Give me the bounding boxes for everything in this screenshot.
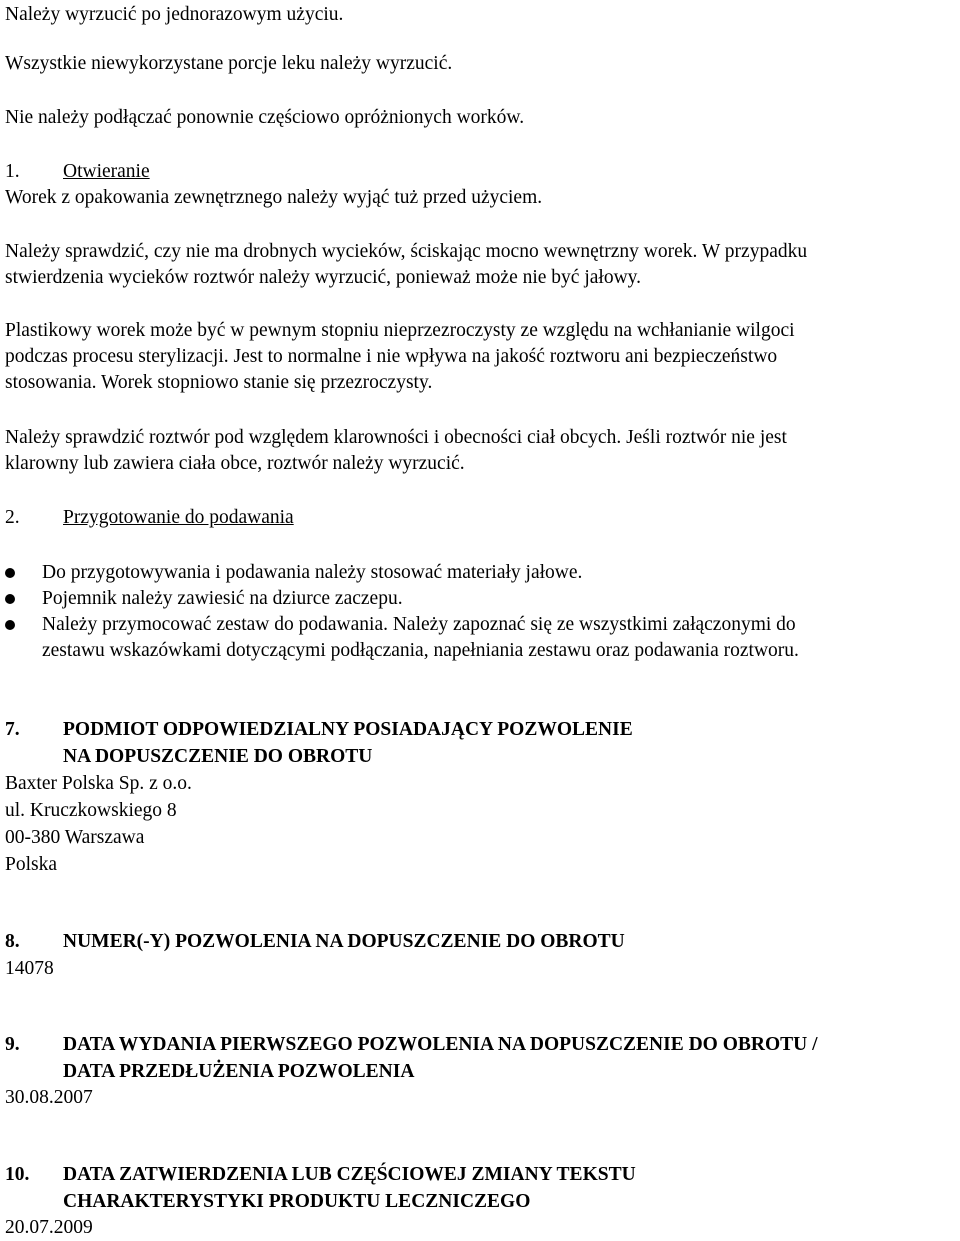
section-1-paragraph-4-line-1: Należy sprawdzić roztwór pod względem klarowności i obecności ciał obcych. Jeśli roztwór nie jest — [5, 427, 787, 448]
list-item-text: Do przygotowywania i podawania należy stosować materiały jałowe. — [42, 562, 583, 583]
section-7-number: 7. — [5, 719, 20, 740]
list-item-text-line-2: zestawu wskazówkami dotyczącymi podłączania, napełniania zestawu oraz podawania roztworu. — [42, 640, 799, 661]
section-9-title-line-1: DATA WYDANIA PIERWSZEGO POZWOLENIA NA DOPUSZCZENIE DO OBROTU / — [63, 1034, 818, 1055]
section-10-title-line-2: CHARAKTERYSTYKI PRODUKTU LECZNICZEGO — [63, 1191, 531, 1212]
section-9-number: 9. — [5, 1034, 20, 1055]
bullet-icon — [5, 568, 15, 578]
intro-paragraph-1: Należy wyrzucić po jednorazowym użyciu. — [5, 4, 344, 25]
text-revision-date: 20.07.2009 — [5, 1217, 93, 1238]
section-1-paragraph-3-line-1: Plastikowy worek może być w pewnym stopniu nieprzezroczysty ze względu na wchłanianie wilgoci — [5, 320, 795, 341]
section-1-paragraph-4-line-2: klarowny lub zawiera ciała obce, roztwór należy wyrzucić. — [5, 453, 465, 474]
section-1-paragraph-2-line-2: stwierdzenia wycieków roztwór należy wyrzucić, ponieważ może nie być jałowy. — [5, 267, 642, 288]
section-8-title: NUMER(-Y) POZWOLENIA NA DOPUSZCZENIE DO OBROTU — [63, 931, 625, 952]
company-city: 00-380 Warszawa — [5, 827, 145, 848]
first-authorization-date: 30.08.2007 — [5, 1087, 93, 1108]
section-10-title-line-1: DATA ZATWIERDZENIA LUB CZĘŚCIOWEJ ZMIANY TEKSTU — [63, 1164, 636, 1185]
section-7-title-line-1: PODMIOT ODPOWIEDZIALNY POSIADAJĄCY POZWOLENIE — [63, 719, 633, 740]
section-1-number: 1. — [5, 161, 20, 182]
section-1-title: Otwieranie — [63, 161, 150, 182]
list-item-text: Pojemnik należy zawiesić na dziurce zaczepu. — [42, 588, 403, 609]
section-7-title-line-2: NA DOPUSZCZENIE DO OBROTU — [63, 746, 373, 767]
authorization-number: 14078 — [5, 958, 54, 979]
company-country: Polska — [5, 854, 58, 875]
section-10-number: 10. — [5, 1164, 30, 1185]
bullet-icon — [5, 620, 15, 630]
section-2-title: Przygotowanie do podawania — [63, 507, 294, 528]
bullet-icon — [5, 594, 15, 604]
section-1-line-1: Worek z opakowania zewnętrznego należy wyjąć tuż przed użyciem. — [5, 187, 543, 208]
company-name: Baxter Polska Sp. z o.o. — [5, 773, 192, 794]
section-1-paragraph-2-line-1: Należy sprawdzić, czy nie ma drobnych wycieków, ściskając mocno wewnętrzny worek. W przypadku — [5, 241, 808, 262]
list-item-text-line-1: Należy przymocować zestaw do podawania. Należy zapoznać się ze wszystkimi załączonymi do — [42, 614, 796, 635]
section-9-title-line-2: DATA PRZEDŁUŻENIA POZWOLENIA — [63, 1061, 415, 1082]
section-1-paragraph-3-line-2: podczas procesu sterylizacji. Jest to normalne i nie wpływa na jakość roztworu ani bezpieczeństwo — [5, 346, 778, 367]
intro-paragraph-2: Wszystkie niewykorzystane porcje leku należy wyrzucić. — [5, 53, 453, 74]
intro-paragraph-3: Nie należy podłączać ponownie częściowo opróżnionych worków. — [5, 107, 525, 128]
section-2-number: 2. — [5, 507, 20, 528]
section-1-paragraph-3-line-3: stosowania. Worek stopniowo stanie się przezroczysty. — [5, 372, 433, 393]
section-8-number: 8. — [5, 931, 20, 952]
company-street: ul. Kruczkowskiego 8 — [5, 800, 177, 821]
